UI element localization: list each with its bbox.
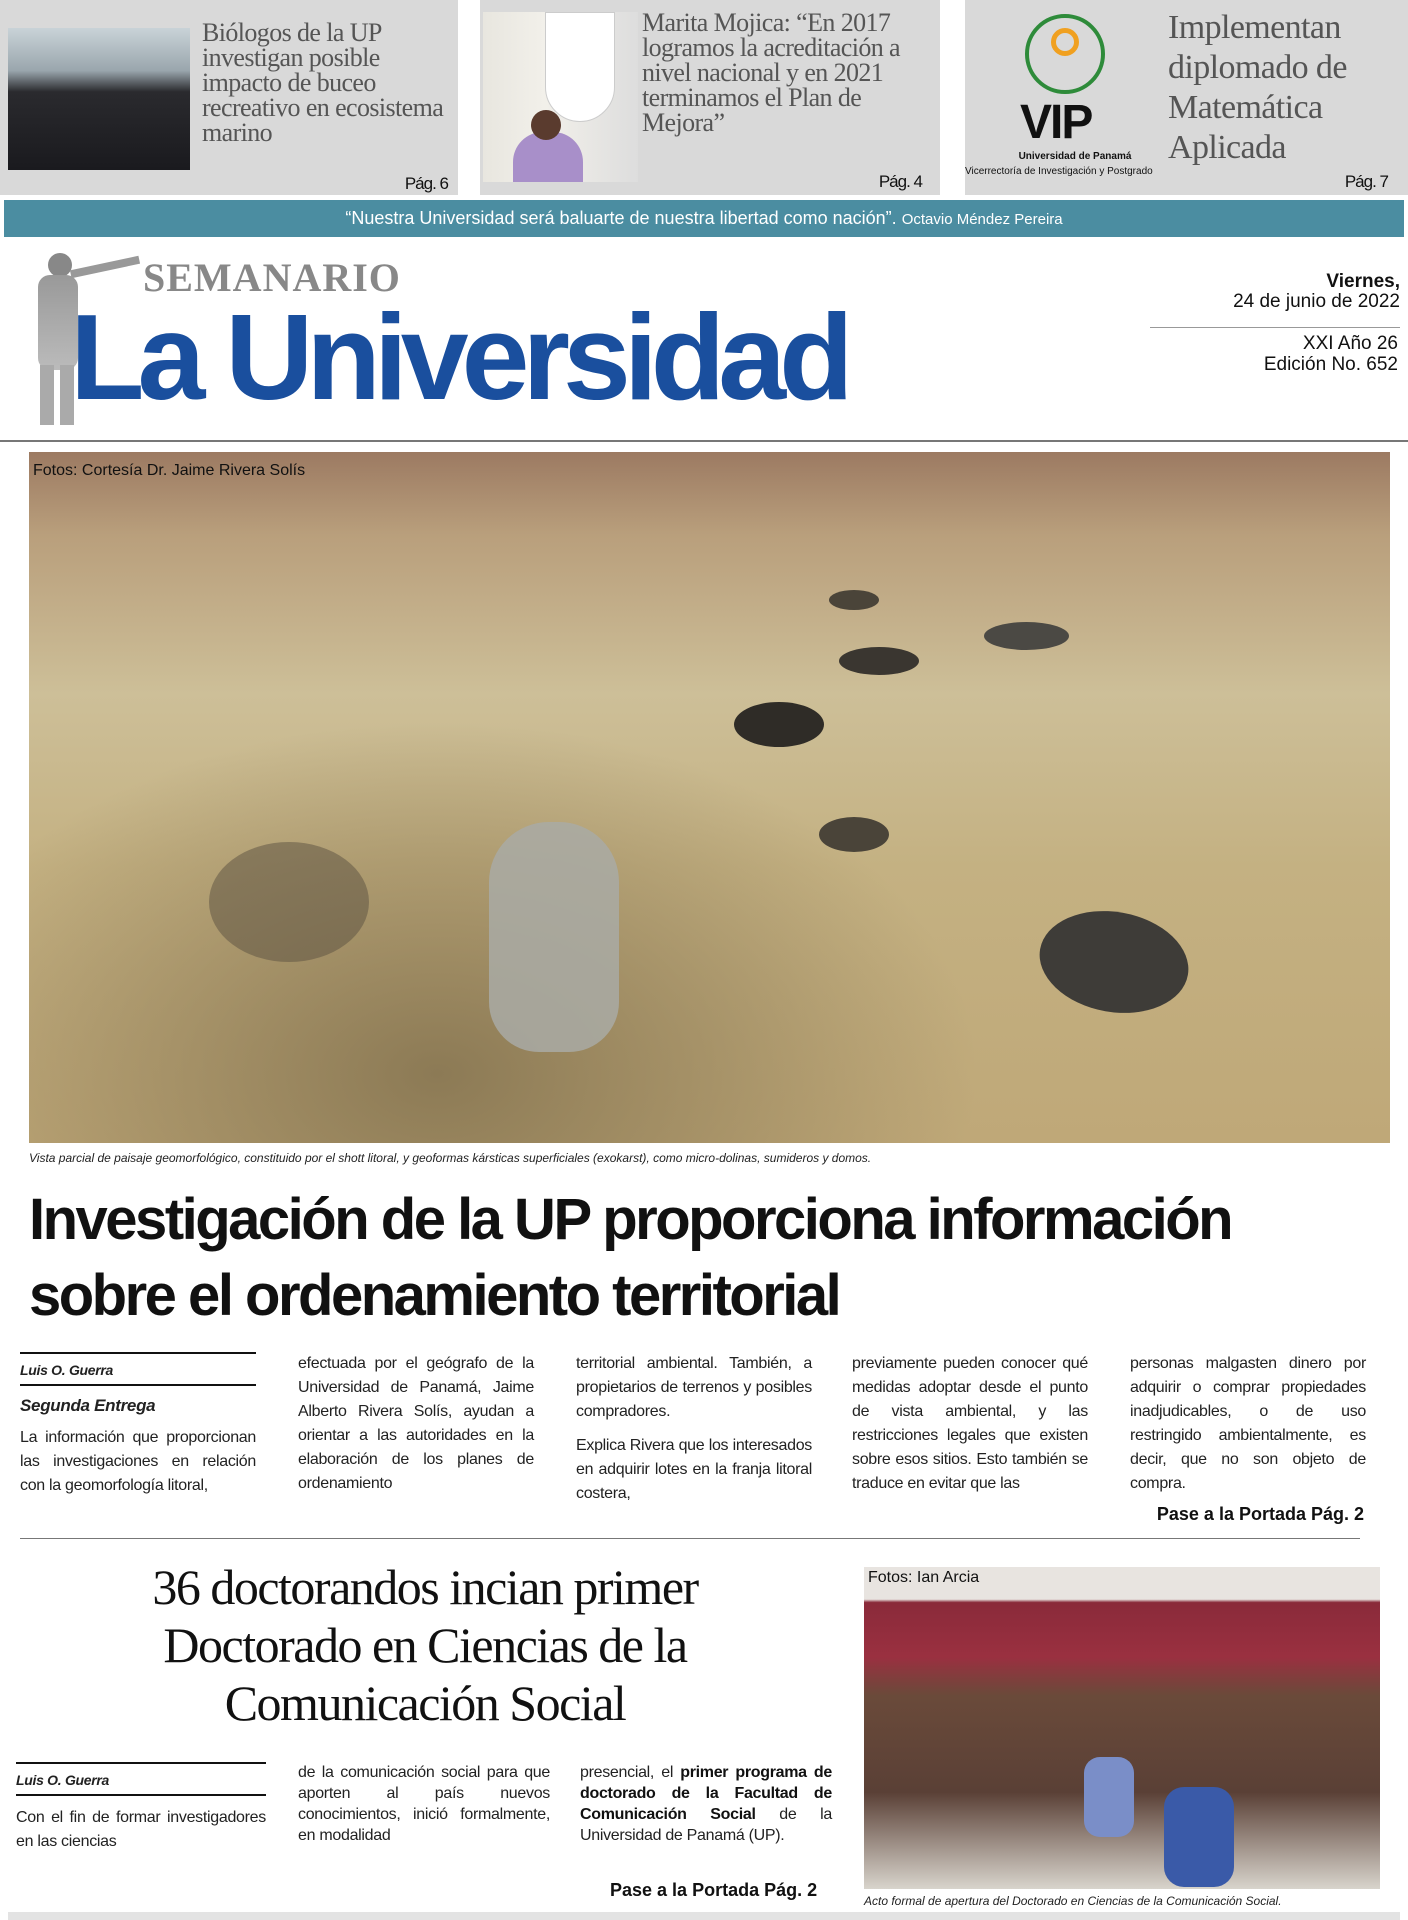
issue-info (1264, 333, 1398, 375)
mojica-photo (483, 12, 638, 182)
masthead-kicker: SEMANARIO (143, 255, 401, 300)
column-text: Explica Rivera que los interesados en adquirir lotes en la franja litoral costera, (576, 1437, 812, 1502)
lead-column-1 (20, 1352, 256, 1498)
text-bold: primer programa de doctorado de la Facultad de Comunicación Social (580, 1764, 832, 1823)
text: presencial, el (580, 1764, 681, 1781)
continue-link[interactable]: Pase a la Portada Pág. 2 (1156, 1504, 1364, 1524)
teaser-mojica[interactable] (480, 0, 940, 195)
teaser-title: Implementan diplomado de Matemática Aplicada (1168, 9, 1347, 166)
auditorium-photo (864, 1567, 1380, 1889)
issue-day: Viernes, (1326, 271, 1400, 292)
vip-logo-text: VIP (1020, 96, 1092, 149)
divider (20, 1538, 1360, 1539)
lead-column-5: personas malgasten dinero por adquirir o comprar propiedades inadjudicables, o de uso restringido ambientalmente, es decir, que no son objeto de compra. (1130, 1355, 1366, 1492)
volume: XXI Año 26 (1302, 333, 1398, 354)
footer-bar (8, 1912, 1400, 1920)
text: de la Universidad de Panamá (UP). (580, 1806, 832, 1844)
column-text: La información que proporcionan las investigaciones en relación con la geomorfología litoral, (20, 1429, 256, 1494)
divers-photo (8, 28, 190, 170)
page-ref: Pág. 7 (1344, 172, 1388, 191)
second-column-2: de la comunicación social para que aporten al país nuevos conocimientos, inició formalmente, en modalidad (298, 1764, 550, 1844)
lead-photo (29, 452, 1390, 1143)
lead-column-2: efectuada por el geógrafo de la Universidad de Panamá, Jaime Alberto Rivera Solís, ayudan a orientar a las autoridades en la elaboración de los planes de ordenamiento (298, 1355, 534, 1492)
issue-date (1233, 272, 1400, 312)
edition: Edición No. 652 (1263, 354, 1398, 375)
photo-credit: Fotos: Cortesía Dr. Jaime Rivera Solís (33, 462, 306, 479)
subtitle: Segunda Entrega (20, 1396, 156, 1415)
lead-headline (29, 1182, 1389, 1334)
page-ref: Pág. 6 (404, 174, 448, 193)
column-text: Con el fin de formar investigadores en las ciencias (16, 1809, 266, 1850)
lead-caption: Vista parcial de paisaje geomorfológico, constituido por el shott litoral, y geoformas kársticas superficiales (exokarst), como micro-dolinas, sumideros y domos. (29, 1151, 872, 1165)
second-headline: 36 doctorandos incian primer Doctorado en Ciencias de la Comunicación Social (152, 1559, 698, 1731)
motto-text: “Nuestra Universidad será baluarte de nuestra libertad como nación”. (345, 208, 897, 228)
logo-subtitle: Universidad de Panamá (1018, 151, 1132, 162)
teaser-title: Marita Mojica: “En 2017 logramos la acreditación a nivel nacional y en 2021 terminamos el Plan de Mejora” (642, 8, 900, 137)
byline: Luis O. Guerra (20, 1352, 256, 1386)
second-column-1 (16, 1762, 266, 1854)
vip-globe-icon (1025, 14, 1105, 94)
issue-date-text: 24 de junio de 2022 (1233, 291, 1400, 312)
divider (0, 440, 1408, 442)
lead-column-4: previamente pueden conocer qué medidas adoptar desde el punto de vista ambiental, y las restricciones legales que existen sobre esos sitios. Esto también se traduce en evitar que las (852, 1355, 1088, 1492)
logo-subtitle: Vicerrectoría de Investigación y Postgrado (965, 166, 1153, 177)
teaser-diplomado[interactable] (965, 0, 1408, 195)
headline-line: Investigación de la UP proporciona información (29, 1187, 1232, 1252)
column-text: territorial ambiental. También, a propietarios de terrenos y posibles compradores. (576, 1355, 812, 1420)
continue-link[interactable]: Pase a la Portada Pág. 2 (610, 1880, 818, 1900)
motto-bar (4, 200, 1404, 237)
motto-author: Octavio Méndez Pereira (901, 211, 1063, 228)
second-caption: Acto formal de apertura del Doctorado en Ciencias de la Comunicación Social. (864, 1894, 1282, 1908)
teaser-title: Biólogos de la UP investigan posible impacto de buceo recreativo en ecosistema marino (202, 18, 444, 147)
photo-credit: Fotos: Ian Arcia (868, 1569, 980, 1586)
lead-column-3 (576, 1352, 812, 1506)
byline: Luis O. Guerra (16, 1762, 266, 1796)
teaser-biologos[interactable] (0, 0, 458, 195)
masthead-title: La Universidad (70, 289, 847, 425)
second-column-3 (580, 1762, 832, 1846)
page-ref: Pág. 4 (878, 172, 922, 191)
headline-line: sobre el ordenamiento territorial (29, 1263, 840, 1328)
